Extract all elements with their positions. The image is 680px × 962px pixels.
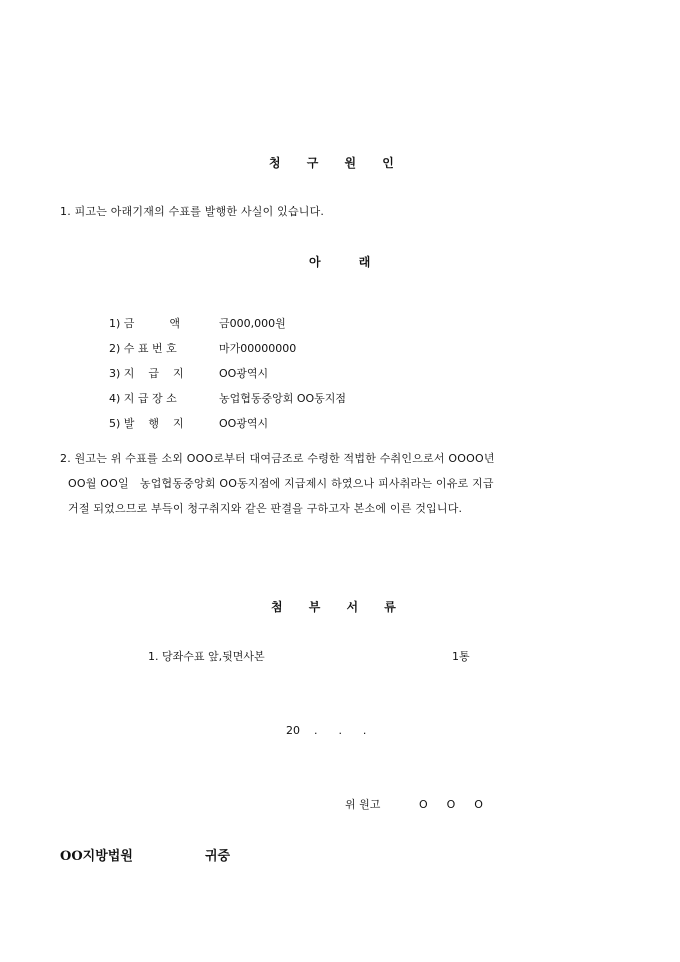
date-line: 20 . . .	[286, 724, 367, 737]
item-value: 금000,000원	[218, 317, 286, 330]
list-item	[88, 403, 268, 445]
attachments-title: 첨 부 서 류	[271, 600, 396, 614]
statement-2-line: OO월 OO일 농업협동중앙회 OO동지점에 지급제시 하였으나 피사취라는 이유로 지급	[68, 477, 494, 490]
item-value: OO광역시	[218, 417, 269, 430]
attachment-name: 1. 당좌수표 앞,뒷면사본	[148, 650, 265, 663]
subtitle-below: 아 래	[309, 255, 371, 269]
signature-label: 위 원고	[345, 798, 381, 811]
attachment-count: 1통	[452, 650, 470, 663]
item-value: OO광역시	[218, 367, 269, 380]
statement-2-line: 거절 되었으므로 부득이 청구취지와 같은 판결을 구하고자 본소에 이른 것입니다.	[68, 502, 463, 515]
item-label: 1) 금 액	[108, 317, 180, 330]
statement-2-line: 2. 원고는 위 수표를 소외 OOO로부터 대여금조로 수령한 적법한 수취인으로서 OOOO년	[60, 452, 495, 465]
court-suffix: 귀중	[205, 849, 231, 864]
item-value: 농업협동중앙회 OO동지점	[218, 392, 347, 405]
item-label: 2) 수 표 번 호	[108, 342, 177, 355]
claim-cause-title: 청 구 원 인	[269, 156, 394, 170]
signature-name: O O O	[419, 798, 483, 811]
statement-1: 1. 피고는 아래기재의 수표를 발행한 사실이 있습니다.	[60, 205, 325, 218]
item-label: 4) 지 급 장 소	[108, 392, 177, 405]
court-name: OO지방법원	[60, 849, 133, 864]
item-value: 마가00000000	[218, 342, 297, 355]
item-label: 3) 지 급 지	[108, 367, 184, 380]
item-label: 5) 발 행 지	[108, 417, 184, 430]
